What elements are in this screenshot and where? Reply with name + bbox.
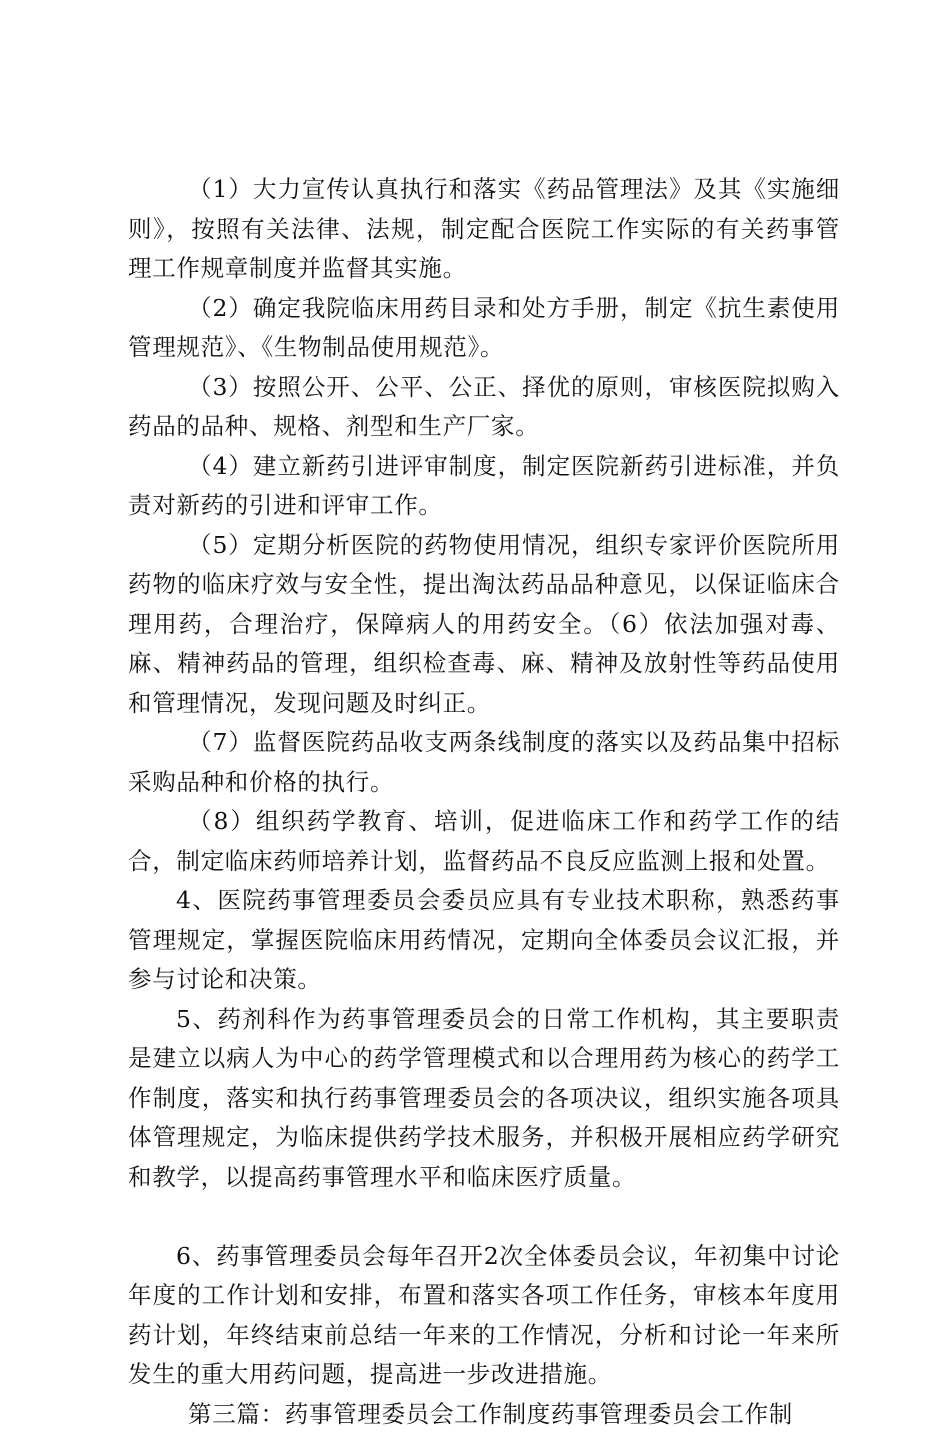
paragraph-item-1: （1）大力宣传认真执行和落实《药品管理法》及其《实施细则》，按照有关法律、法规，制定配合医院工作实际的有关药事管理工作规章制度并监督其实施。 [128, 170, 840, 289]
paragraph-clause-4: 4、医院药事管理委员会委员应具有专业技术职称，熟悉药事管理规定，掌握医院临床用药情况，定期向全体委员会议汇报，并参与讨论和决策。 [128, 881, 840, 1000]
paragraph-item-2: （2）确定我院临床用药目录和处方手册，制定《抗生素使用管理规范》、《生物制品使用规范》。 [128, 289, 840, 368]
document-body [128, 170, 840, 1434]
next-section-heading: 第三篇：药事管理委员会工作制度药事管理委员会工作制 [128, 1395, 840, 1434]
paragraph-spacer [128, 1197, 840, 1237]
paragraph-item-4: （4）建立新药引进评审制度，制定医院新药引进标准，并负责对新药的引进和评审工作。 [128, 447, 840, 526]
paragraph-clause-6: 6、药事管理委员会每年召开2次全体委员会议，年初集中讨论年度的工作计划和安排，布置和落实各项工作任务，审核本年度用药计划，年终结束前总结一年来的工作情况，分析和讨论一年来所发生的重大用药问题，提高进一步改进措施。 [128, 1237, 840, 1395]
paragraph-item-7: （7）监督医院药品收支两条线制度的落实以及药品集中招标采购品种和价格的执行。 [128, 723, 840, 802]
paragraph-item-5-6: （5）定期分析医院的药物使用情况，组织专家评价医院所用药物的临床疗效与安全性，提出淘汰药品品种意见，以保证临床合理用药，合理治疗，保障病人的用药安全。（6）依法加强对毒、麻、精神药品的管理，组织检查毒、麻、精神及放射性等药品使用和管理情况，发现问题及时纠正。 [128, 526, 840, 724]
paragraph-item-3: （3）按照公开、公平、公正、择优的原则，审核医院拟购入药品的品种、规格、剂型和生产厂家。 [128, 368, 840, 447]
paragraph-item-8: （8）组织药学教育、培训，促进临床工作和药学工作的结合，制定临床药师培养计划，监督药品不良反应监测上报和处置。 [128, 802, 840, 881]
paragraph-clause-5: 5、药剂科作为药事管理委员会的日常工作机构，其主要职责是建立以病人为中心的药学管理模式和以合理用药为核心的药学工作制度，落实和执行药事管理委员会的各项决议，组织实施各项具体管理规定，为临床提供药学技术服务，并积极开展相应药学研究和教学，以提高药事管理水平和临床医疗质量。 [128, 1000, 840, 1198]
